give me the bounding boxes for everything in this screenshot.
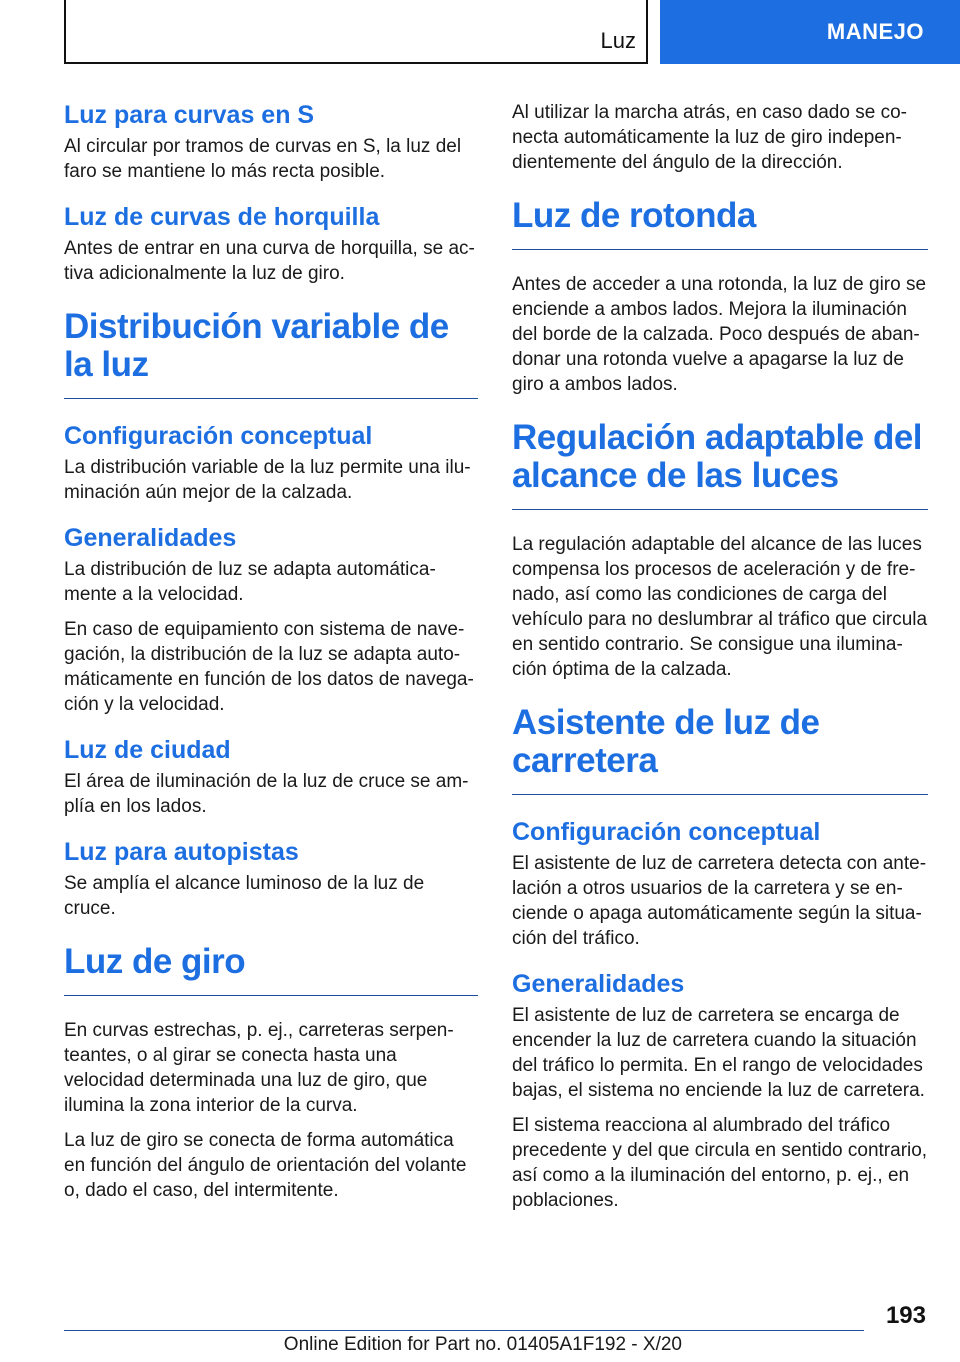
heading-horquilla: Luz de curvas de horquilla	[64, 203, 380, 231]
paragraph: El asistente de luz de carretera se encarga de encender la luz de carretera cuando la situación del tráfico lo permita. En el rango de velocidades bajas, el sistema no enciende la luz de carretera.	[512, 1005, 925, 1101]
paragraph: La distribución variable de la luz permite una iluminación aún mejor de la calzada.	[64, 457, 471, 503]
heading-generalidades: Generalidades	[64, 524, 237, 552]
heading-generalidades: Generalidades	[512, 970, 685, 998]
paragraph: Al circular por tramos de curvas en S, la luz del faro se mantiene lo más recta posible.	[64, 136, 462, 182]
heading-luz-ciudad: Luz de ciudad	[64, 736, 231, 764]
right-column	[512, 100, 928, 1223]
heading-regulacion: Regulación adaptable del alcance de las luces	[512, 419, 928, 510]
paragraph: Antes de acceder a una rotonda, la luz de giro se enciende a ambos lados. Mejora la iluminación del borde de la calzada. Poco después de abandonar una rotonda vuelve a apagarse la luz de giro a ambos lados.	[512, 274, 927, 395]
heading-distribucion-variable: Distribución variable de la luz	[64, 308, 478, 399]
paragraph: En caso de equipamiento con sistema de navegación, la distribución de la luz se adapta automáticamente en función de los datos de navegación y la velocidad.	[64, 619, 474, 715]
heading-configuracion: Configuración conceptual	[64, 422, 373, 450]
paragraph: El asistente de luz de carretera detecta con antelación a otros usuarios de la carretera y se enciende o apaga automáticamente según la situación del tráfico.	[512, 853, 927, 949]
heading-configuracion: Configuración conceptual	[512, 818, 821, 846]
paragraph: Se amplía el alcance luminoso de la luz de cruce.	[64, 873, 425, 919]
paragraph: El sistema reacciona al alumbrado del tráfico precedente y del que circula en sentido contrario, así como a la iluminación del entorno, p. ej., en poblaciones.	[512, 1115, 928, 1211]
heading-asistente: Asistente de luz de carretera	[512, 704, 928, 795]
paragraph: El área de iluminación de la luz de cruce se amplía en los lados.	[64, 771, 469, 817]
paragraph: La luz de giro se conecta de forma automática en función del ángulo de orientación del volante o, dado el caso, del intermitente.	[64, 1130, 467, 1201]
paragraph: Antes de entrar en una curva de horquilla, se activa adicionalmente la luz de giro.	[64, 238, 475, 284]
paragraph: La regulación adaptable del alcance de las luces compensa los procesos de aceleración y de frenado, así como las condiciones de carga del vehículo para no deslumbrar al tráfico que circula en sentido contrario. Se consigue una iluminación óptima de la calzada.	[512, 534, 928, 680]
left-column	[64, 100, 478, 1213]
heading-luz-giro: Luz de giro	[64, 943, 478, 996]
heading-autopistas: Luz para autopistas	[64, 838, 299, 866]
heading-curvas-s: Luz para curvas en S	[64, 101, 315, 129]
section-title: Luz	[600, 28, 636, 53]
chapter-tab[interactable]: MANEJO	[660, 0, 960, 64]
header-frame	[64, 0, 648, 64]
paragraph: En curvas estrechas, p. ej., carreteras serpenteantes, o al girar se conecta hasta una velocidad determinada una luz de giro, que ilumina la zona interior de la curva.	[64, 1020, 454, 1116]
heading-rotonda: Luz de rotonda	[512, 197, 928, 250]
paragraph: La distribución de luz se adapta automáticamente a la velocidad.	[64, 559, 436, 605]
footer-divider	[64, 1330, 864, 1331]
paragraph: Al utilizar la marcha atrás, en caso dado se conecta automáticamente la luz de giro independientemente del ángulo de la dirección.	[512, 102, 907, 173]
page-number: 193	[885, 1302, 926, 1329]
edition-note: Online Edition for Part no. 01405A1F192 - X/20	[283, 1334, 682, 1355]
